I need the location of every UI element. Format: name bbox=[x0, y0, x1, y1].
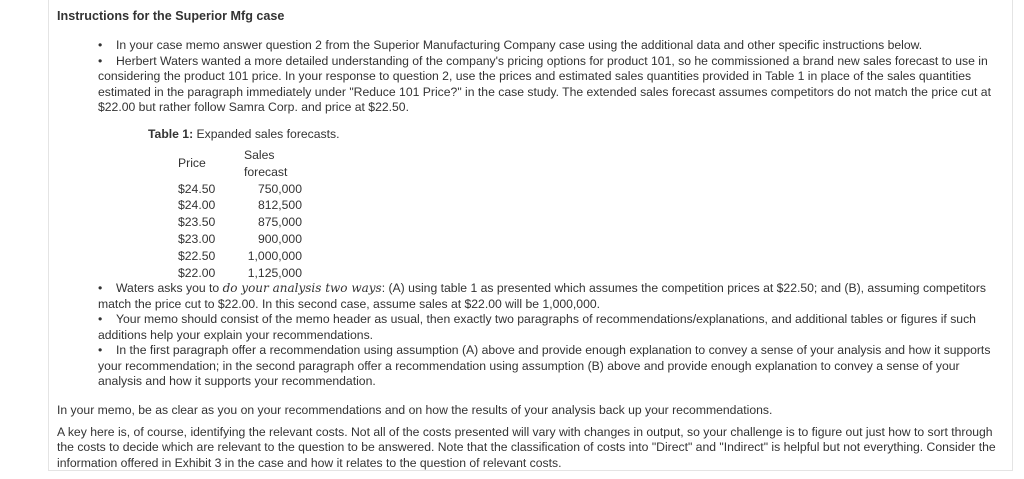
table-row bbox=[175, 248, 305, 265]
page-title: Instructions for the Superior Mfg case bbox=[57, 9, 285, 23]
emphasis-text: do your analysis two ways bbox=[222, 281, 382, 295]
closing-paragraph: A key here is, of course, identifying the relevant costs. Not all of the costs presented will vary with changes in output, so your challenge is to figure out just how to sort through the costs to decide which are relevant to the question to be answered. Note that the classification of costs into "Direct" and "Indirect" is helpful but not everything. Consider the information offered in Exhibit 3 in the case and how it relates to the question of relevant costs. bbox=[57, 424, 996, 470]
bullet-icon: • bbox=[98, 38, 103, 52]
table-caption-label: Table 1: bbox=[148, 127, 194, 141]
bullet-item bbox=[98, 343, 1003, 390]
column-header-price: Price bbox=[178, 156, 206, 171]
bullet-icon: • bbox=[98, 53, 103, 68]
price-cell: $23.50 bbox=[178, 215, 216, 230]
bullet-item bbox=[98, 38, 998, 54]
bullet-text: In your case memo answer question 2 from the Superior Manufacturing Company case using the additional data and other specific instructions below. bbox=[116, 38, 923, 52]
table-row bbox=[175, 181, 305, 198]
bullet-list-top bbox=[98, 38, 998, 116]
price-cell: $24.00 bbox=[178, 198, 216, 213]
table-row bbox=[175, 265, 305, 282]
price-cell: $23.00 bbox=[178, 231, 216, 246]
bullet-text: In the first paragraph offer a recommendation using assumption (A) above and provide enough explanation to convey a sense of your analysis and how it supports your recommendation; in the second paragraph offer a recommendation using assumption (B) above and provide enough explanation to convey a sense of your analysis and how it supports your recommendation. bbox=[98, 343, 991, 388]
bullet-text: Herbert Waters wanted a more detailed understanding of the company's pricing options for product 101, so he commissioned a brand new sales forecast to use in considering the product 101 price. In your response to question 2, use the prices and estimated sales quantities provided in Table 1 in place of the sales quantities estimated in the paragraph immediately under "Reduce 101 Price?" in the case study. The extended sales forecast assumes competitors do not match the price cut at $22.00 but rather follow Samra Corp. and price at $22.50. bbox=[98, 53, 991, 114]
sales-cell: 1,125,000 bbox=[247, 265, 302, 280]
bullet-text: Waters asks you to bbox=[116, 281, 223, 295]
closing-section bbox=[57, 403, 997, 471]
bullet-text: : (A) using table 1 as presented which assumes the competition prices at $22.50; and (B), assuming competitors match the price cut to $22.00. In this second case, assume sales at $22.00 will be 1,000,000. bbox=[98, 281, 986, 311]
column-header-sales: Sales forecast bbox=[244, 148, 288, 179]
table-caption-text: Expanded sales forecasts. bbox=[196, 127, 340, 141]
bullet-item bbox=[98, 281, 1003, 312]
table-row bbox=[175, 214, 305, 231]
sales-cell: 875,000 bbox=[257, 215, 302, 230]
sales-forecast-table bbox=[175, 147, 305, 281]
bullet-icon: • bbox=[98, 281, 103, 295]
sales-cell: 750,000 bbox=[257, 181, 302, 196]
bullet-item bbox=[98, 312, 1003, 343]
bullet-text: Your memo should consist of the memo header as usual, then exactly two paragraphs of recommendations/explanations, and additional tables or figures if such additions help your explain your recommendations. bbox=[98, 312, 976, 342]
closing-paragraph: In your memo, be as clear as you on your recommendations and on how the results of your analysis back up your recommendations. bbox=[57, 403, 773, 417]
sales-cell: 900,000 bbox=[257, 231, 302, 246]
price-cell: $24.50 bbox=[178, 181, 216, 196]
table-header-row bbox=[175, 147, 305, 181]
table-row bbox=[175, 197, 305, 214]
bullet-icon: • bbox=[98, 312, 103, 326]
table-row bbox=[175, 231, 305, 248]
table-caption bbox=[148, 127, 340, 143]
price-cell: $22.00 bbox=[178, 265, 216, 280]
price-cell: $22.50 bbox=[178, 248, 216, 263]
sales-cell: 1,000,000 bbox=[247, 248, 302, 263]
bullet-list-bottom bbox=[98, 281, 1003, 390]
bullet-item bbox=[98, 54, 998, 116]
bullet-icon: • bbox=[98, 343, 103, 357]
sales-cell: 812,500 bbox=[257, 198, 302, 213]
